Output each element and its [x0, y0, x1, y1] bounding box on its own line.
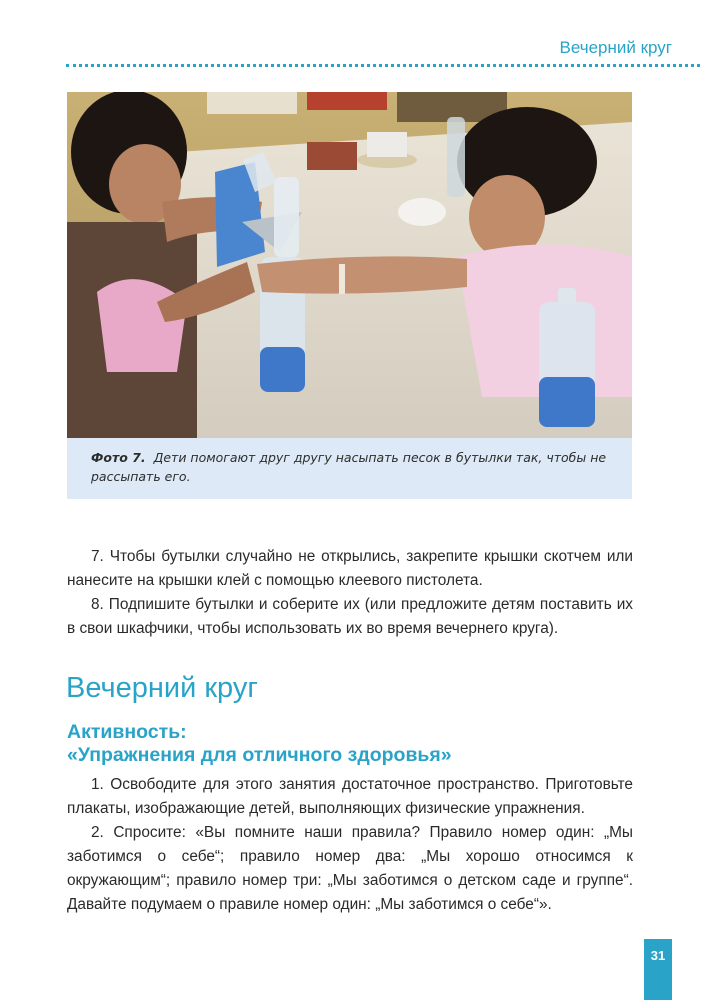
figure: [67, 92, 632, 499]
photo-children-sand-bottles: [67, 92, 632, 438]
photo-caption: [91, 448, 611, 486]
caption-text: Дети помогают друг другу насыпать песок в бутылки так, чтобы не рассыпать его.: [91, 450, 607, 484]
caption-label: Фото 7.: [91, 450, 146, 465]
step-7: 7. Чтобы бутылки случайно не открылись, закрепите крышки скотчем или нанесите на крышки клей с помощью клеевого пистолета.: [67, 548, 633, 589]
activity-name: «Упражнения для отличного здоровья»: [67, 744, 452, 766]
section-title: Вечерний круг: [66, 672, 258, 704]
header-dotted-rule: [66, 64, 700, 67]
activity-label: Активность:: [67, 721, 187, 743]
page-number: 31: [644, 939, 672, 1000]
activity-heading: [67, 721, 452, 767]
running-head: Вечерний круг: [559, 38, 672, 57]
activity-step-2: 2. Спросите: «Вы помните наши правила? Правило номер один: „Мы заботимся о себе“; правило номер два: „Мы хорошо относимся к окружающим“; правило номер три: „Мы заботимся о детском саде и группе“. Давайте подумаем о правиле номер один: „Мы заботимся о себе“».: [67, 824, 633, 913]
activity-step-1: 1. Освободите для этого занятия достаточное пространство. Приготовьте плакаты, изображающие детей, выполняющих физические упражнения.: [67, 776, 633, 817]
step-8: 8. Подпишите бутылки и соберите их (или предложите детям поставить их в свои шкафчики, чтобы использовать их во время вечернего круга).: [67, 596, 633, 637]
